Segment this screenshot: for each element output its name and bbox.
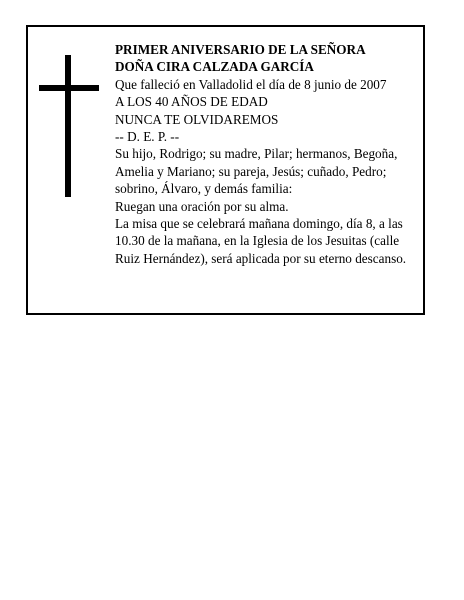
notice-text-block <box>115 41 421 267</box>
obituary-notice <box>26 25 425 315</box>
remembrance-line: NUNCA TE OLVIDAREMOS <box>115 111 279 127</box>
rip-line: -- D. E. P. -- <box>115 129 180 145</box>
family-paragraph: Su hijo, Rodrigo; su madre, Pilar; hermanos, Begoña, Amelia y Mariano; su pareja, Jesús; cuñado, Pedro; sobrino, Álvaro, y demás familia: <box>115 146 398 197</box>
cross-vertical-bar <box>65 55 71 197</box>
death-info: Que falleció en Valladolid el día de 8 junio de 2007 <box>115 76 387 92</box>
prayer-line: Ruegan una oración por su alma. <box>115 198 289 214</box>
age-line: A LOS 40 AÑOS DE EDAD <box>115 94 268 110</box>
notice-title-line2: DOÑA CIRA CALZADA GARCÍA <box>115 59 314 75</box>
cross-icon <box>39 55 99 197</box>
notice-title-line1: PRIMER ANIVERSARIO DE LA SEÑORA <box>115 42 366 57</box>
cross-horizontal-bar <box>39 85 99 91</box>
mass-paragraph: La misa que se celebrará mañana domingo, día 8, a las 10.30 de la mañana, en la Iglesia de los Jesuitas (calle Ruiz Hernández), será aplicada por su eterno descanso. <box>115 216 407 266</box>
